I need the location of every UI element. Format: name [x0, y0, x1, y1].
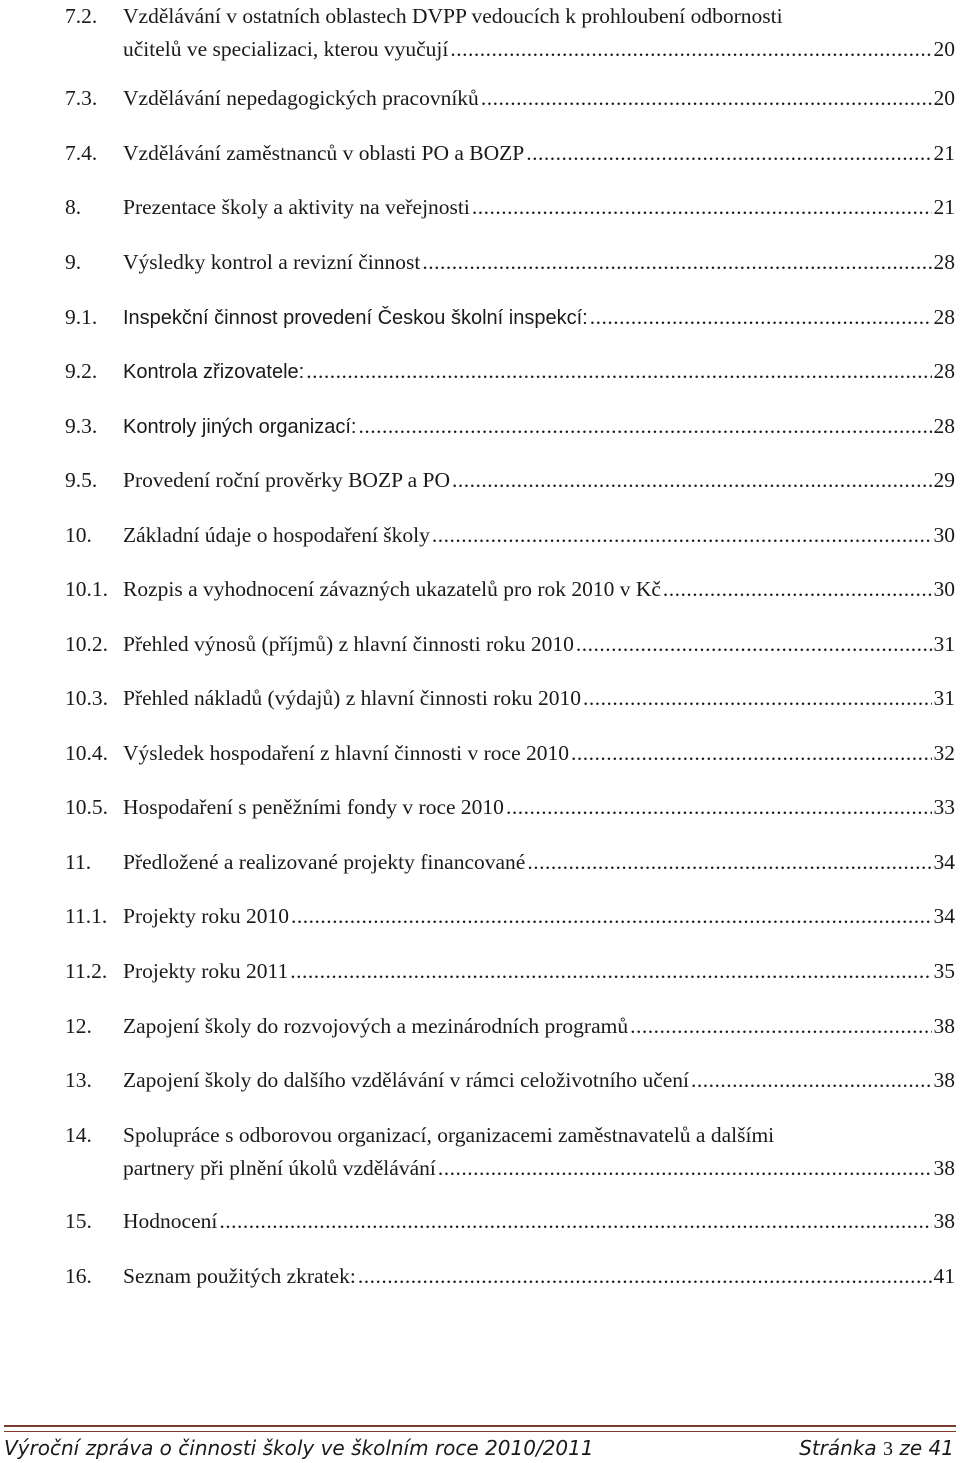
toc-entry[interactable] [65, 900, 955, 933]
toc-page-number: 21 [933, 141, 955, 165]
toc-entry-title: Hodnocení [123, 1209, 218, 1233]
toc-dot-leader [452, 464, 931, 497]
toc-entry-title: partnery při plnění úkolů vzdělávání [123, 1156, 436, 1180]
toc-page-number: 33 [933, 795, 955, 819]
toc-entry-number: 16. [65, 1264, 92, 1288]
toc-dot-leader [290, 955, 931, 988]
toc-entry-title: Přehled výnosů (příjmů) z hlavní činnosti roku 2010 [123, 632, 574, 656]
toc-page-number: 32 [933, 741, 955, 765]
footer-divider-thin [4, 1431, 956, 1432]
toc-dot-leader [306, 355, 931, 388]
toc-page-number: 31 [933, 686, 955, 710]
toc-entry-title: Vzdělávání zaměstnanců v oblasti PO a BOZP [123, 141, 525, 165]
toc-entry[interactable] [65, 464, 955, 497]
toc-entry[interactable] [65, 1064, 955, 1097]
toc-dot-leader [472, 191, 932, 224]
toc-entry-number: 11.1. [65, 904, 108, 928]
toc-entry-number: 12. [65, 1014, 92, 1038]
toc-entry-title: Vzdělávání nepedagogických pracovníků [123, 86, 479, 110]
toc-entry-number: 8. [65, 195, 82, 219]
toc-entry[interactable] [65, 137, 955, 170]
toc-page-number: 34 [933, 904, 955, 928]
toc-entry-number: 11.2. [65, 959, 108, 983]
toc-entry[interactable] [65, 1205, 955, 1238]
toc-entry[interactable] [65, 0, 955, 66]
toc-entry-number: 10.1. [65, 577, 108, 601]
toc-dot-leader [450, 33, 931, 66]
toc-dot-leader [422, 246, 931, 279]
toc-entry-title-line: Spolupráce s odborovou organizací, organizacemi zaměstnavatelů a dalšími [123, 1123, 775, 1147]
toc-page-number: 29 [933, 468, 955, 492]
toc-entry-title: Základní údaje o hospodaření školy [123, 523, 430, 547]
toc-dot-leader [358, 1260, 932, 1293]
toc-dot-leader [527, 846, 931, 879]
toc-entry-number: 10.2. [65, 632, 108, 656]
toc-entry-number: 10.4. [65, 741, 108, 765]
footer-page-number: 3 [883, 1438, 894, 1460]
toc-entry-title: Rozpis a vyhodnocení závazných ukazatelů pro rok 2010 v Kč [123, 577, 661, 601]
toc-page-number: 20 [933, 86, 955, 110]
toc-page-number: 28 [933, 250, 955, 274]
toc-dot-leader [571, 737, 931, 770]
footer-total-pages: 41 [928, 1436, 954, 1460]
toc-page-number: 35 [933, 959, 955, 983]
toc-dot-leader [691, 1064, 931, 1097]
toc-entry[interactable] [65, 191, 955, 224]
toc-entry-number: 11. [65, 850, 92, 874]
toc-entry-title: Projekty roku 2010 [123, 904, 290, 928]
toc-dot-leader [358, 410, 931, 443]
toc-dot-leader [219, 1205, 931, 1238]
toc-entry-title: Přehled nákladů (výdajů) z hlavní činnosti roku 2010 [123, 686, 581, 710]
toc-entry[interactable] [65, 1119, 955, 1185]
toc-entry-number: 14. [65, 1123, 92, 1147]
toc-page-number: 41 [933, 1264, 955, 1288]
toc-dot-leader [291, 900, 931, 933]
toc-entry-number: 7.2. [65, 4, 98, 28]
toc-page-number: 28 [933, 414, 955, 438]
toc-entry[interactable] [65, 301, 955, 335]
toc-entry[interactable] [65, 846, 955, 879]
toc-entry-number: 15. [65, 1209, 92, 1233]
toc-entry[interactable] [65, 355, 955, 389]
toc-entry-number: 9.2. [65, 359, 98, 383]
toc-page-number: 34 [933, 850, 955, 874]
toc-dot-leader [432, 519, 932, 552]
toc-entry-title: Projekty roku 2011 [123, 959, 289, 983]
toc-entry-number: 10.5. [65, 795, 108, 819]
toc-dot-leader [663, 573, 932, 606]
toc-dot-leader [526, 137, 931, 170]
footer-divider [4, 1425, 956, 1427]
toc-entry-title: Prezentace školy a aktivity na veřejnosti [123, 195, 470, 219]
toc-dot-leader [438, 1152, 932, 1185]
toc-page-number: 38 [933, 1014, 955, 1038]
toc-entry[interactable] [65, 737, 955, 770]
toc-entry[interactable] [65, 519, 955, 552]
toc-entry-number: 9.5. [65, 468, 98, 492]
toc-entry-title: učitelů ve specializaci, kterou vyučují [123, 37, 449, 61]
toc-entry-number: 9.3. [65, 414, 98, 438]
toc-dot-leader [576, 628, 932, 661]
toc-entry[interactable] [65, 628, 955, 661]
toc-page-number: 21 [933, 195, 955, 219]
toc-entry-title: Předložené a realizované projekty financované [123, 850, 526, 874]
footer-of-label: ze [899, 1436, 923, 1460]
toc-entry-title: Výsledek hospodaření z hlavní činnosti v roce 2010 [123, 741, 570, 765]
toc-page-number: 38 [933, 1156, 955, 1180]
toc-entry-title: Inspekční činnost provedení Českou školní inspekcí: [123, 307, 588, 329]
toc-entry[interactable] [65, 82, 955, 115]
toc-entry[interactable] [65, 246, 955, 279]
toc-entry-title: Výsledky kontrol a revizní činnost [123, 250, 421, 274]
footer-page-indicator [799, 1436, 954, 1461]
toc-dot-leader [630, 1010, 931, 1043]
toc-entry-number: 9.1. [65, 305, 98, 329]
toc-page-number: 30 [933, 523, 955, 547]
toc-entry-title: Kontrola zřizovatele: [123, 361, 305, 383]
toc-entry-title: Zapojení školy do dalšího vzdělávání v rámci celoživotního učení [123, 1068, 690, 1092]
toc-entry-number: 10. [65, 523, 92, 547]
toc-dot-leader [590, 301, 932, 334]
toc-entry-number: 7.3. [65, 86, 98, 110]
toc-entry[interactable] [65, 791, 955, 824]
toc-page-number: 28 [933, 305, 955, 329]
toc-entry-title: Provedení roční prověrky BOZP a PO [123, 468, 451, 492]
toc-entry-title-line: Vzdělávání v ostatních oblastech DVPP vedoucích k prohloubení odbornosti [123, 4, 783, 28]
toc-entry-number: 10.3. [65, 686, 108, 710]
footer-page-label: Stránka [799, 1436, 877, 1460]
toc-entry-title: Hospodaření s peněžními fondy v roce 2010 [123, 795, 504, 819]
toc-page-number: 38 [933, 1068, 955, 1092]
toc-dot-leader [583, 682, 932, 715]
toc-entry-title: Kontroly jiných organizací: [123, 416, 357, 438]
toc-entry-number: 7.4. [65, 141, 98, 165]
toc-entry[interactable] [65, 1010, 955, 1043]
toc-entry[interactable] [65, 410, 955, 444]
toc-page-number: 30 [933, 577, 955, 601]
toc-page-number: 20 [933, 37, 955, 61]
toc-page-number: 28 [933, 359, 955, 383]
toc-entry[interactable] [65, 955, 955, 988]
toc-entry[interactable] [65, 1260, 955, 1293]
toc-entry-title: Seznam použitých zkratek: [123, 1264, 356, 1288]
toc-entry[interactable] [65, 682, 955, 715]
toc-entry[interactable] [65, 573, 955, 606]
toc-entry-number: 13. [65, 1068, 92, 1092]
toc-page-number: 38 [933, 1209, 955, 1233]
toc-page-number: 31 [933, 632, 955, 656]
toc-dot-leader [506, 791, 932, 824]
toc-dot-leader [481, 82, 932, 115]
footer-document-title: Výroční zpráva o činnosti školy ve školním roce 2010/2011 [4, 1436, 594, 1460]
toc-entry-number: 9. [65, 250, 82, 274]
toc-entry-title: Zapojení školy do rozvojových a mezinárodních programů [123, 1014, 629, 1038]
